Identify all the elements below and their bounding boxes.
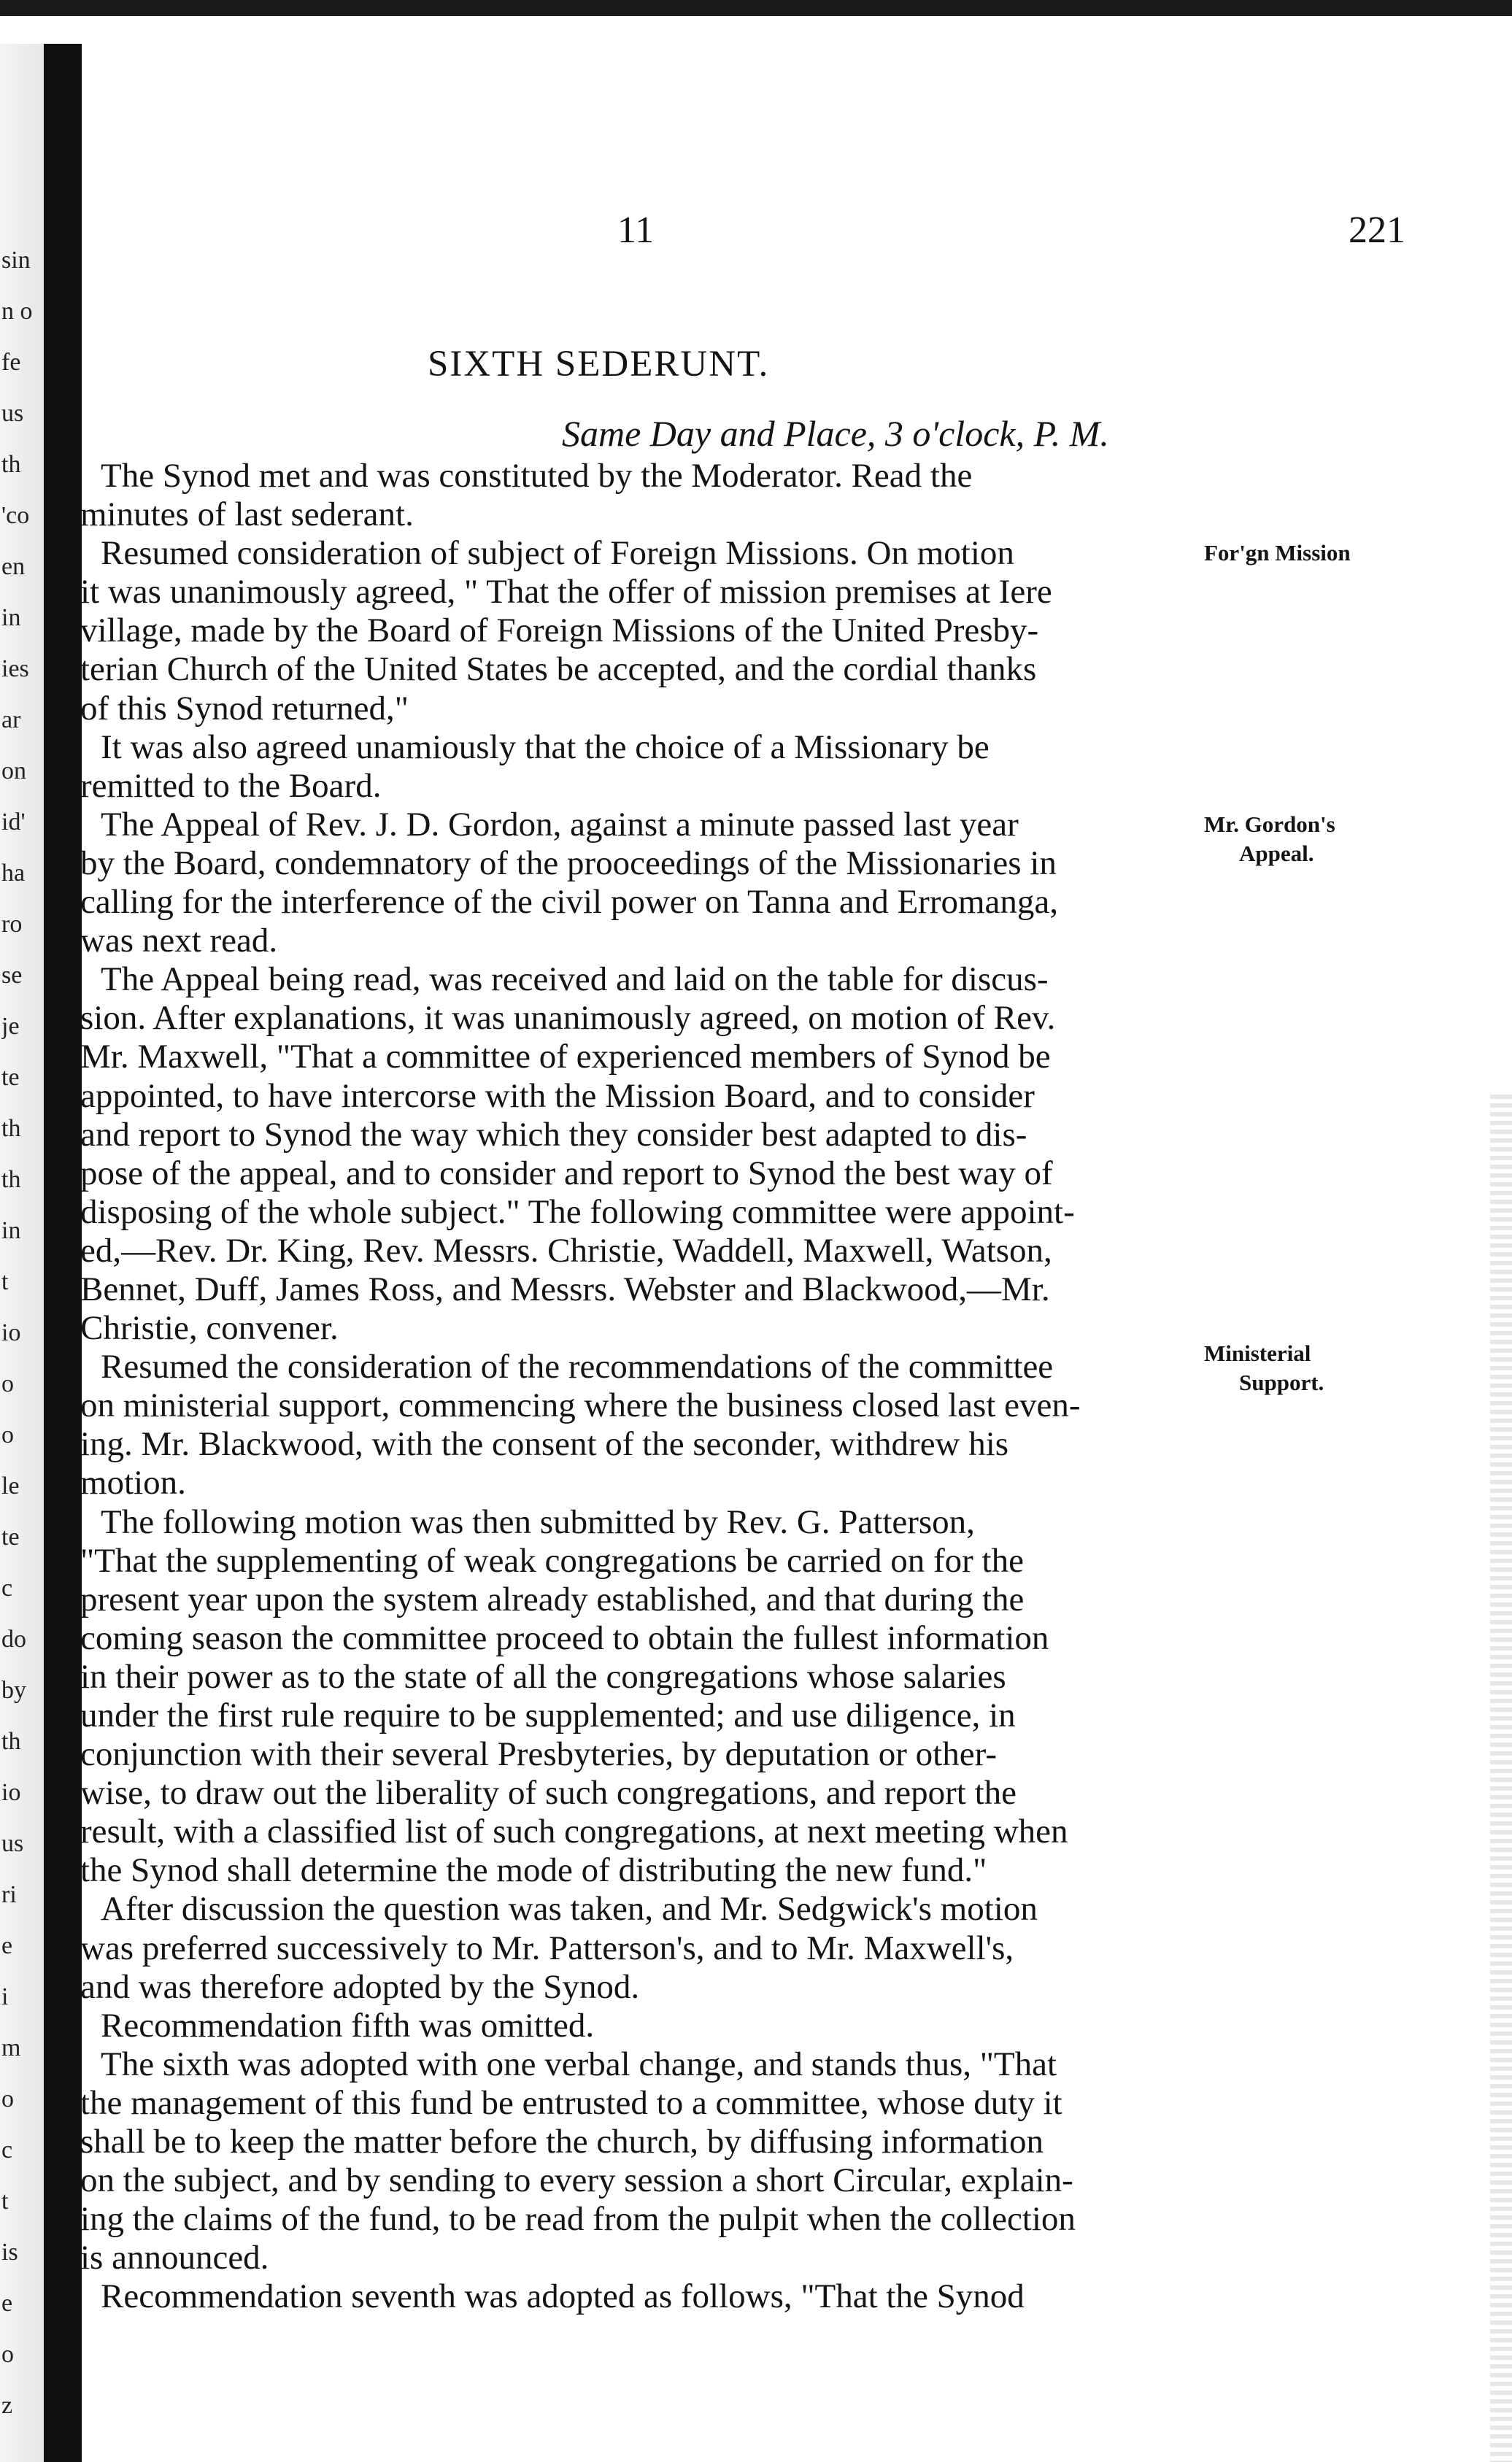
margin-note-gordons-appeal: Mr. Gordon's Appeal. — [1204, 811, 1335, 866]
bleed-fragment: c — [1, 1576, 13, 1601]
text-line: was next read. — [80, 922, 278, 960]
text-line: The Appeal of Rev. J. D. Gordon, against a minute passed last year — [101, 805, 1019, 844]
text-line: minutes of last sederant. — [80, 495, 414, 534]
text-line: and was therefore adopted by the Synod. — [80, 1967, 640, 2006]
bleed-fragment: us — [1, 401, 24, 426]
text-line: The sixth was adopted with one verbal change, and stands thus, "That — [101, 2045, 1057, 2083]
text-line: "That the supplementing of weak congregations be carried on for the — [80, 1541, 1024, 1580]
dateline: Same Day and Place, 3 o'clock, P. M. — [562, 413, 1109, 454]
text-line: shall be to keep the matter before the church, by diffusing information — [80, 2123, 1044, 2161]
bleed-fragment: th — [1, 1116, 21, 1141]
bleed-fragment: t — [1, 2189, 9, 2214]
section-title: SIXTH SEDERUNT. — [428, 344, 770, 385]
text-line: The following motion was then submitted by Rev. G. Patterson, — [101, 1502, 975, 1541]
bleed-fragment: o — [1, 2087, 14, 2112]
book-spine-gutter — [44, 44, 82, 2462]
running-number: 11 — [617, 209, 655, 251]
bleed-fragment: le — [1, 1474, 20, 1499]
bleed-fragment: m — [1, 2036, 21, 2061]
bleed-fragment: ri — [1, 1883, 17, 1907]
text-line: ed,—Rev. Dr. King, Rev. Messrs. Christie, Waddell, Maxwell, Watson, — [80, 1231, 1052, 1270]
text-line: calling for the interference of the civil power on Tanna and Erromanga, — [80, 883, 1059, 922]
bleed-fragment: by — [1, 1678, 26, 1703]
bleed-fragment: ha — [1, 861, 26, 886]
bleed-fragment: th — [1, 452, 21, 477]
text-line: It was also agreed unamiously that the choice of a Missionary be — [101, 728, 990, 766]
text-line: remitted to the Board. — [80, 766, 382, 805]
text-line: ing. Mr. Blackwood, with the consent of the seconder, withdrew his — [80, 1425, 1009, 1464]
bleed-fragment: id' — [1, 810, 26, 835]
text-line: sion. After explanations, it was unanimously agreed, on motion of Rev. — [80, 999, 1056, 1038]
page-number: 221 — [1349, 209, 1405, 251]
text-line: and report to Synod the way which they consider best adapted to dis- — [80, 1115, 1027, 1154]
bleed-fragment: io — [1, 1321, 21, 1346]
text-line: disposing of the whole subject." The following committee were appoint- — [80, 1192, 1075, 1231]
bleed-fragment: o — [1, 1423, 14, 1448]
bleed-fragment: i — [1, 1985, 9, 2010]
text-line: Bennet, Duff, James Ross, and Messrs. Webster and Blackwood,—Mr. — [80, 1270, 1050, 1308]
text-line: was preferred successively to Mr. Patterson's, and to Mr. Maxwell's, — [80, 1929, 1014, 1967]
bleed-fragment: t — [1, 1270, 9, 1294]
bleed-fragment: e — [1, 1934, 13, 1959]
bleed-fragment: 'co — [1, 503, 30, 528]
text-line: under the first rule require to be supplemented; and use diligence, in — [80, 1697, 1016, 1734]
text-line: by the Board, condemnatory of the prooceedings of the Missionaries in — [80, 844, 1057, 882]
bleed-fragment: ies — [1, 657, 29, 682]
margin-note-ministerial-support: Ministerial Support. — [1204, 1340, 1324, 1395]
bleed-fragment: e — [1, 2291, 13, 2316]
bleed-fragment: o — [1, 1372, 14, 1397]
text-line: After discussion the question was taken, and Mr. Sedgwick's motion — [101, 1890, 1038, 1929]
top-edge-shadow — [0, 0, 1512, 16]
bleed-fragment: te — [1, 1065, 20, 1090]
bleed-fragment: je — [1, 1014, 20, 1039]
text-line: village, made by the Board of Foreign Missions of the United Presby- — [80, 611, 1039, 650]
bleed-fragment: us — [1, 1832, 24, 1856]
text-line: motion. — [80, 1464, 186, 1502]
bleed-fragment: o — [1, 2342, 14, 2367]
text-line: wise, to draw out the liberality of such congregations, and report the — [80, 1774, 1017, 1813]
text-line: the Synod shall determine the mode of distributing the new fund." — [80, 1851, 987, 1890]
margin-note-foreign-mission: For'gn Mission — [1204, 540, 1351, 566]
bleed-fragment: sin — [1, 248, 31, 273]
text-line: appointed, to have intercorse with the Mission Board, and to consider — [80, 1076, 1035, 1115]
bleed-fragment: n o — [1, 299, 33, 324]
text-line: result, with a classified list of such congregations, at next meeting when — [80, 1813, 1068, 1851]
text-line: Recommendation seventh was adopted as follows, "That the Synod — [101, 2277, 1025, 2316]
bleed-fragment: fe — [1, 350, 21, 375]
page-edge-texture — [1490, 1095, 1512, 2462]
text-line: Resumed the consideration of the recommendations of the committee — [101, 1348, 1054, 1386]
text-line: pose of the appeal, and to consider and report to Synod the best way of — [80, 1154, 1053, 1192]
bleed-fragment: en — [1, 555, 26, 579]
text-line: The Appeal being read, was received and laid on the table for discus- — [101, 960, 1049, 999]
text-line: it was unanimously agreed, " That the offer of mission premises at Iere — [80, 573, 1052, 611]
text-line: Recommendation fifth was omitted. — [101, 2006, 595, 2045]
text-line: coming season the committee proceed to obtain the fullest information — [80, 1618, 1049, 1657]
text-line: Mr. Maxwell, "That a committee of experienced members of Synod be — [80, 1038, 1051, 1076]
bleed-fragment: se — [1, 963, 23, 988]
bleed-fragment: in — [1, 1219, 21, 1243]
text-line: Christie, convener. — [80, 1309, 339, 1348]
bleed-fragment: ar — [1, 708, 21, 733]
body-text — [80, 457, 1197, 2317]
bleed-fragment: c — [1, 2138, 13, 2163]
text-line: on the subject, and by sending to every session a short Circular, explain- — [80, 2161, 1073, 2200]
bleed-fragment: on — [1, 759, 26, 784]
text-line: in their power as to the state of all the congregations whose salaries — [80, 1657, 1006, 1696]
bleed-fragment: ro — [1, 912, 23, 937]
text-line: of this Synod returned," — [80, 689, 409, 728]
text-line: present year upon the system already established, and that during the — [80, 1580, 1025, 1618]
bleed-fragment: do — [1, 1627, 26, 1652]
bleed-fragment: io — [1, 1780, 21, 1805]
bleed-fragment: in — [1, 606, 21, 630]
bleed-fragment: is — [1, 2240, 18, 2265]
text-line: Resumed consideration of subject of Foreign Missions. On motion — [101, 534, 1014, 573]
text-line: The Synod met and was constituted by the Moderator. Read the — [101, 457, 973, 495]
bleed-fragment: te — [1, 1525, 20, 1550]
text-line: terian Church of the United States be accepted, and the cordial thanks — [80, 650, 1037, 689]
bleed-fragment: th — [1, 1729, 21, 1754]
text-line: ing the claims of the fund, to be read from the pulpit when the collection — [80, 2200, 1076, 2239]
text-line: the management of this fund be entrusted to a committee, whose duty it — [80, 2083, 1062, 2122]
text-line: is announced. — [80, 2239, 269, 2277]
text-line: conjunction with their several Presbyteries, by deputation or other- — [80, 1735, 997, 1774]
bleed-fragment: th — [1, 1168, 21, 1192]
text-line: on ministerial support, commencing where the business closed last even- — [80, 1386, 1081, 1425]
bleed-fragment: z — [1, 2393, 13, 2418]
